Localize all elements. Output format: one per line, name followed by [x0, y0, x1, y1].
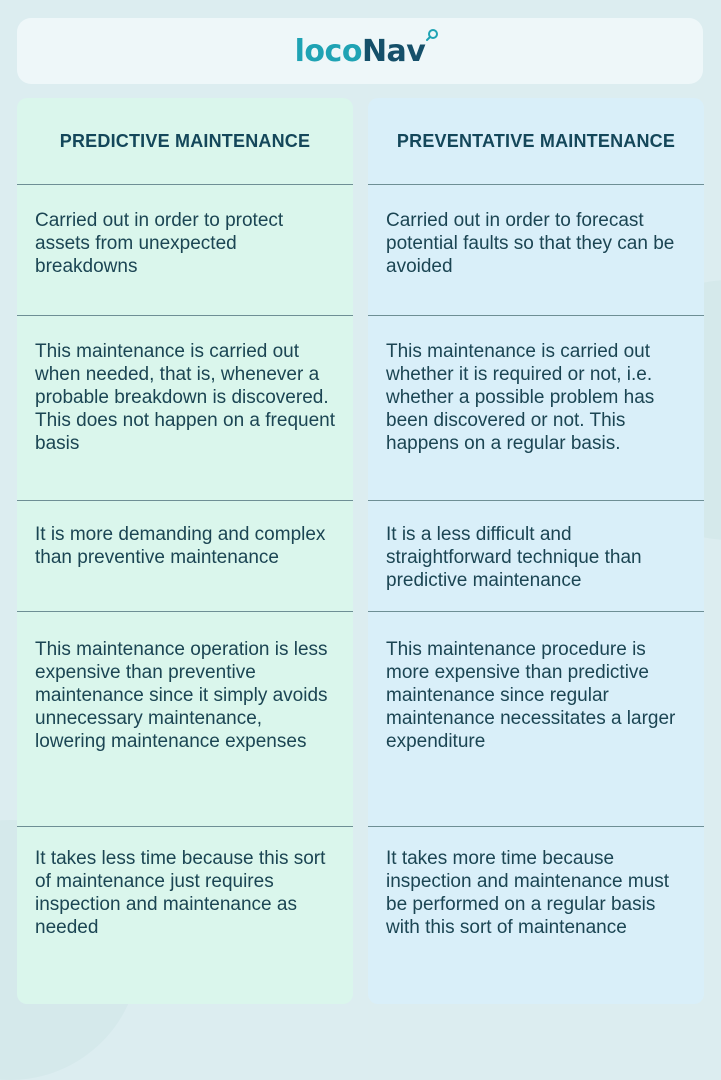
cell-text: This maintenance is carried out when needed, that is, whenever a probable breakdown is discovered. This does not happen on a frequent basis: [35, 341, 336, 454]
predictive-row-complexity: [17, 501, 353, 612]
preventative-row-purpose: [368, 185, 704, 316]
loconav-logo: [295, 34, 426, 69]
cell-text: It is a less difficult and straightforward technique than predictive maintenance: [386, 524, 642, 591]
preventative-column-title: PREVENTATIVE MAINTENANCE: [368, 98, 704, 185]
predictive-column: [17, 98, 353, 1004]
predictive-row-frequency: [17, 316, 353, 501]
cell-text: It takes more time because inspection and maintenance must be performed on a regular basis with this sort of maintenance: [386, 848, 670, 938]
cell-text: It is more demanding and complex than preventive maintenance: [35, 524, 326, 568]
predictive-row-time: [17, 827, 353, 1004]
cell-text: This maintenance operation is less expensive than preventive maintenance since it simply avoids unnecessary maintenance, lowering maintenance expenses: [35, 639, 328, 752]
logo-text-loco: loco: [294, 33, 362, 69]
preventative-row-frequency: [368, 316, 704, 501]
cell-text: It takes less time because this sort of maintenance just requires inspection and maintenance as needed: [35, 848, 326, 938]
predictive-row-purpose: [17, 185, 353, 316]
cell-text: This maintenance procedure is more expensive than predictive maintenance since regular maintenance necessitates a larger expenditure: [386, 639, 676, 752]
predictive-row-cost: [17, 612, 353, 827]
preventative-row-cost: [368, 612, 704, 827]
cell-text: Carried out in order to protect assets from unexpected breakdowns: [35, 210, 284, 277]
logo-text-nav: Nav: [361, 33, 426, 69]
preventative-row-complexity: [368, 501, 704, 612]
cell-text: Carried out in order to forecast potential faults so that they can be avoided: [386, 210, 675, 277]
preventative-column: [368, 98, 704, 1004]
predictive-column-title: PREDICTIVE MAINTENANCE: [17, 98, 353, 185]
header-bar: [17, 18, 703, 84]
preventative-row-time: [368, 827, 704, 1004]
cell-text: This maintenance is carried out whether it is required or not, i.e. whether a possible problem has been discovered or not. This happens on a regular basis.: [386, 341, 655, 454]
location-pin-icon: [425, 28, 439, 42]
